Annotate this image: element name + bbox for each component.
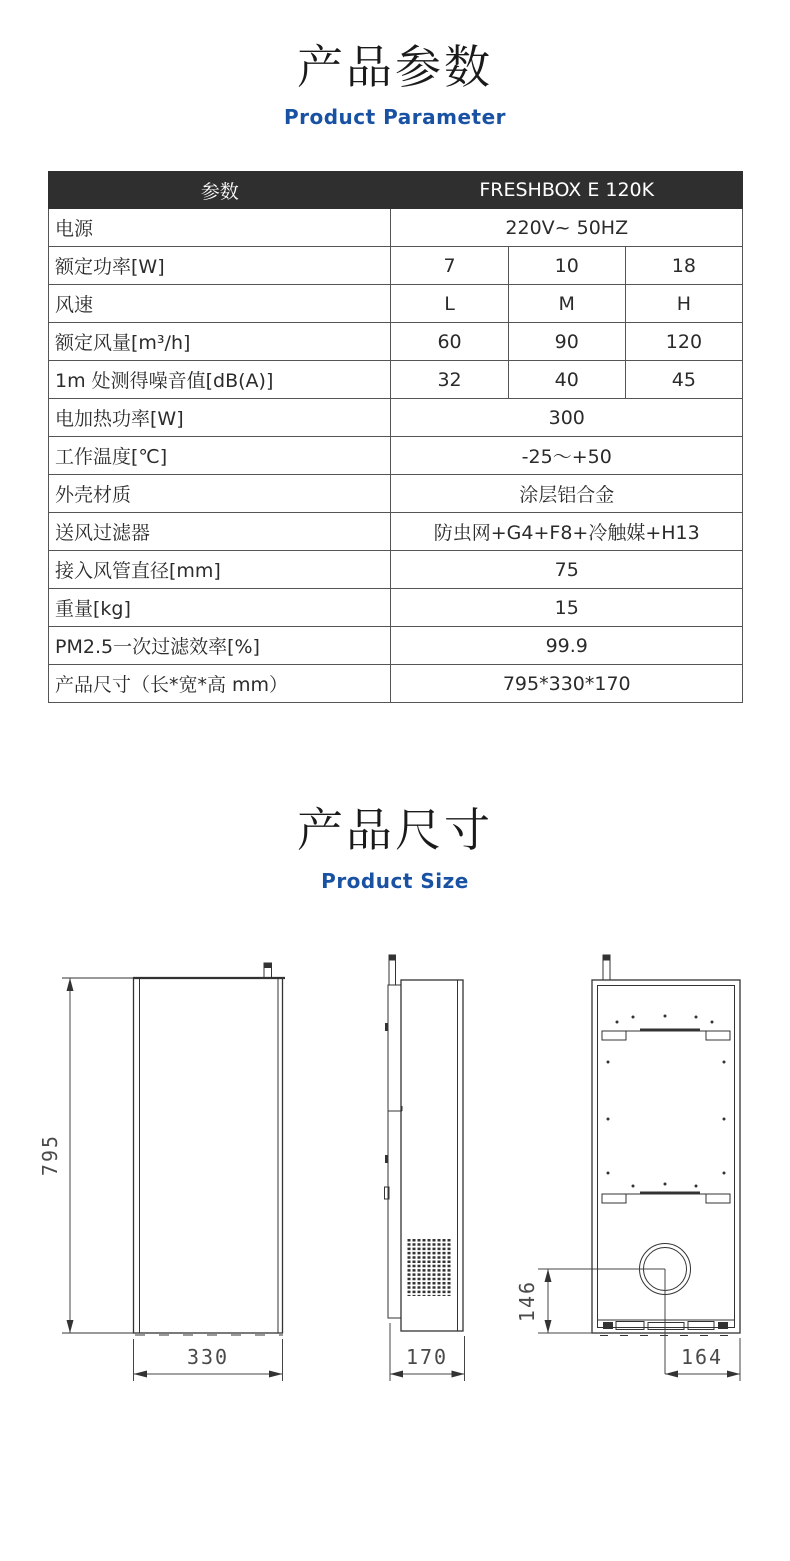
table-row [49,627,743,665]
spec-row-label: 风速 [49,285,391,323]
spec-value: 99.9 [391,627,743,665]
spec-value: 45 [625,361,742,399]
spec-row-label: 1m 处测得噪音值[dB(A)] [49,361,391,399]
spec-row-label: 额定功率[W] [49,247,391,285]
spec-value: 120 [625,323,742,361]
spec-value: 18 [625,247,742,285]
dim-label-depth-170: 170 [405,1344,449,1369]
back-view-drawing [515,955,740,1381]
spec-value: H [625,285,742,323]
back-offset-dimension [545,1269,552,1333]
spec-value: 涂层铝合金 [391,475,743,513]
table-row [49,665,743,703]
spec-table [48,171,743,703]
spec-value: M [508,285,625,323]
spec-value: 75 [391,551,743,589]
spec-value: 40 [508,361,625,399]
spec-value: 795*330*170 [391,665,743,703]
spec-row-label: 电加热功率[W] [49,399,391,437]
table-row [49,285,743,323]
spec-value: L [391,285,508,323]
spec-row-label: 工作温度[℃] [49,437,391,475]
spec-header-param: 参数 [49,172,391,209]
side-view-drawing [385,955,465,1381]
dim-label-width-330: 330 [186,1344,230,1369]
size-section-subtitle: Product Size [321,868,469,893]
front-view-drawing [38,963,285,1381]
spec-value: 220V~ 50HZ [391,209,743,247]
dimension-drawings-svg [0,943,790,1398]
spec-value: 60 [391,323,508,361]
table-row [49,209,743,247]
spec-row-label: 额定风量[m³/h] [49,323,391,361]
spec-value: 32 [391,361,508,399]
spec-value: 15 [391,589,743,627]
spec-value: 7 [391,247,508,285]
front-height-dimension [67,978,74,1333]
spec-row-label: 外壳材质 [49,475,391,513]
table-row [49,475,743,513]
table-row [49,513,743,551]
mounting-rail-top [602,1029,730,1040]
spec-value: 10 [508,247,625,285]
spec-row-label: 接入风管直径[mm] [49,551,391,589]
dim-label-height-795: 795 [38,1133,62,1176]
spec-value: -25～+50 [391,437,743,475]
table-row [49,437,743,475]
spec-header-model: FRESHBOX E 120K [391,172,743,209]
spec-row-label: 重量[kg] [49,589,391,627]
table-row [49,399,743,437]
front-top-nub [264,963,272,978]
parameter-section-title: 产品参数 [297,40,493,94]
dim-label-center-164: 164 [680,1344,724,1369]
spec-value: 90 [508,323,625,361]
mounting-rail-bottom [602,1192,730,1203]
dimension-drawings [0,943,790,1402]
dim-label-offset-146: 146 [515,1279,539,1322]
spec-row-label: 送风过滤器 [49,513,391,551]
size-section-title: 产品尺寸 [297,803,493,858]
spec-row-label: 电源 [49,209,391,247]
spec-row-label: 产品尺寸（长*宽*高 mm） [49,665,391,703]
parameter-section-subtitle: Product Parameter [283,105,507,130]
back-top-nub [603,955,610,980]
table-row [49,589,743,627]
table-row [49,361,743,399]
spec-row-label: PM2.5一次过滤效率[%] [49,627,391,665]
spec-header-row [49,172,743,209]
vent-grille [409,1239,449,1296]
side-top-nub [389,955,396,985]
table-row [49,247,743,285]
spec-value: 300 [391,399,743,437]
table-row [49,551,743,589]
spec-table-container [48,171,743,703]
spec-value: 防虫网+G4+F8+冷触媒+H13 [391,513,743,551]
table-row [49,323,743,361]
